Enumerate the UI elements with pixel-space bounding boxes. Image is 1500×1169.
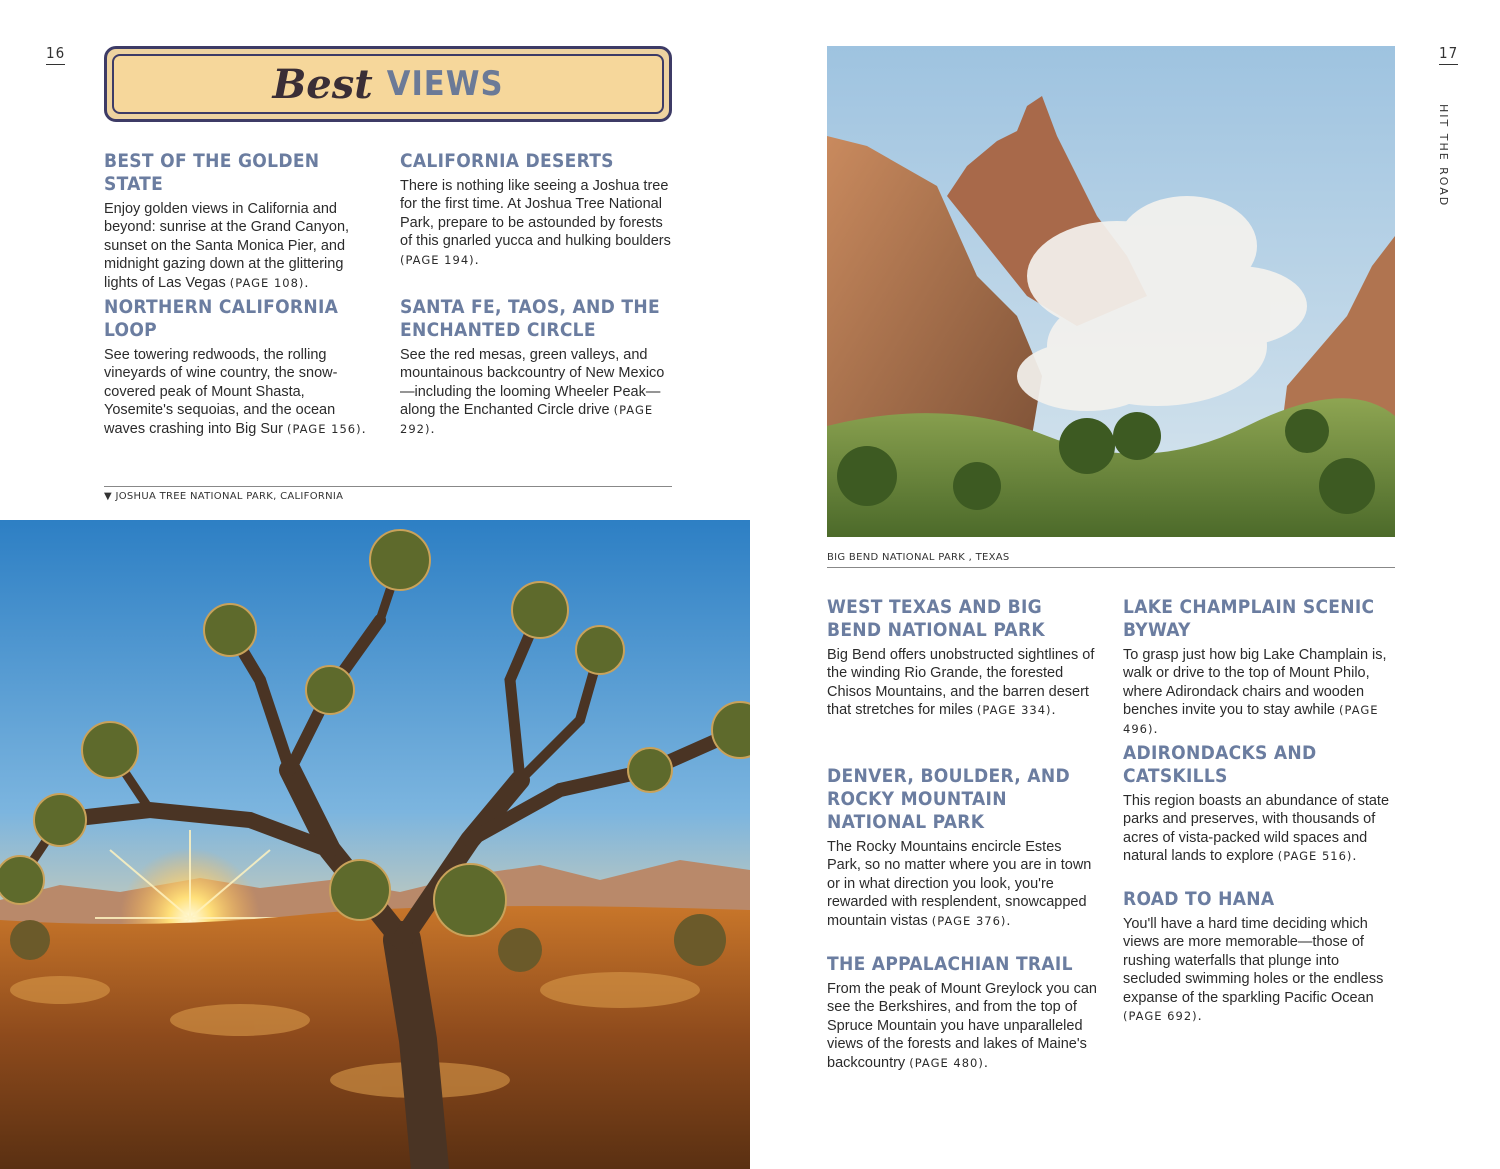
entry-body: See towering redwoods, the rolling vineyards of wine country, the snow-covered peak of Mount Shasta, Yosemite's sequoias, and the ocean waves crashing into Big Sur (PAGE 156). <box>104 347 366 437</box>
page-reference: (PAGE 194) <box>400 252 475 267</box>
entry-title: NORTHERN CALIFORNIA LOOP <box>104 296 339 341</box>
entry-body: There is nothing like seeing a Joshua tree for the first time. At Joshua Tree National Park, prepare to be astounded by forests of this gnarled yucca and hulking boulders (PAGE 194). <box>400 178 671 268</box>
page-reference: (PAGE 480) <box>909 1055 984 1070</box>
entry-title: THE APPALACHIAN TRAIL <box>827 953 1073 975</box>
section-side-label: HIT THE ROAD <box>1437 104 1450 208</box>
photo-caption-big-bend: BIG BEND NATIONAL PARK , TEXAS <box>827 552 1010 563</box>
entry-title: BEST OF THE GOLDEN STATE <box>104 150 320 195</box>
entry-body: To grasp just how big Lake Champlain is, walk or drive to the top of Mount Philo, where Adirondack chairs and wooden benches invite you to stay awhile (PAGE 496). <box>1123 647 1387 737</box>
page-reference: (PAGE 376) <box>931 913 1007 928</box>
caption-rule-left <box>104 486 672 487</box>
banner-caps-word: VIEWS <box>386 64 504 104</box>
entry-adirondacks <box>1123 742 1395 866</box>
big-bend-illustration <box>827 46 1395 537</box>
page-number-left: 16 <box>46 44 65 65</box>
entry-west-texas <box>827 596 1099 720</box>
joshua-tree-photo <box>0 520 750 1169</box>
entry-title: ROAD TO HANA <box>1123 888 1275 910</box>
entry-body: From the peak of Mount Greylock you can see the Berkshires, and from the top of Spruce Mountain you have unparalleled views of the forests and lakes of Maine's backcountry (PAGE 480). <box>827 981 1097 1071</box>
page-reference: (PAGE 516) <box>1277 849 1353 864</box>
entry-california-deserts <box>400 150 672 269</box>
page-number-right: 17 <box>1439 44 1458 65</box>
page-reference: (PAGE 156) <box>286 421 362 436</box>
entry-lake-champlain <box>1123 596 1395 738</box>
entry-santa-fe <box>400 296 672 438</box>
entry-denver-boulder <box>827 765 1099 930</box>
entry-northern-california <box>104 296 376 438</box>
page-reference: (PAGE 334) <box>976 703 1052 718</box>
banner-inner-frame <box>112 54 664 114</box>
entry-title: CALIFORNIA DESERTS <box>400 150 614 172</box>
page-reference: (PAGE 292) <box>400 403 654 436</box>
entry-body: The Rocky Mountains encircle Estes Park, so no matter where you are in town or in what direction you look, you're rewarded with resplendent, snowcapped mountain vistas (PAGE 376). <box>827 839 1092 929</box>
photo-caption-joshua-tree: ▼ JOSHUA TREE NATIONAL PARK, CALIFORNIA <box>104 491 344 502</box>
entry-body: This region boasts an abundance of state parks and preserves, with thousands of acres of vista-packed wild spaces and natural lands to explore (PAGE 516). <box>1123 793 1390 865</box>
page-reference: (PAGE 692) <box>1123 1009 1198 1024</box>
page-reference: (PAGE 496) <box>1123 703 1379 736</box>
best-views-banner <box>104 46 672 122</box>
entry-body: You'll have a hard time deciding which views are more memorable—those of rushing waterfalls that plunge into secluded swimming holes or the endless expanse of the sparkling Pacific Ocean (PAGE 692). <box>1123 916 1384 1025</box>
page-reference: (PAGE 108) <box>229 275 305 290</box>
banner-script-word: Best <box>272 60 373 108</box>
entry-appalachian-trail <box>827 953 1099 1072</box>
entry-title: SANTA FE, TAOS, AND THE ENCHANTED CIRCLE <box>400 296 660 341</box>
entry-title: LAKE CHAMPLAIN SCENIC BYWAY <box>1123 596 1375 641</box>
entry-title: DENVER, BOULDER, AND ROCKY MOUNTAIN NATIONAL PARK <box>827 765 1070 833</box>
entry-body: See the red mesas, green valleys, and mountainous backcountry of New Mexico—including the looming Wheeler Peak—along the Enchanted Circle drive (PAGE 292). <box>400 347 665 437</box>
entry-road-to-hana <box>1123 888 1395 1025</box>
big-bend-photo <box>827 46 1395 537</box>
joshua-tree-illustration <box>0 520 750 1169</box>
entry-body: Big Bend offers unobstructed sightlines of the winding Rio Grande, the forested Chisos Mountains, and the barren desert that stretches for miles (PAGE 334). <box>827 647 1095 719</box>
caption-rule-right <box>827 567 1395 568</box>
entry-body: Enjoy golden views in California and beyond: sunrise at the Grand Canyon, sunset on the Santa Monica Pier, and midnight gazing down at the glittering lights of Las Vegas (PAGE 108). <box>104 201 350 291</box>
entry-title: ADIRONDACKS AND CATSKILLS <box>1123 742 1317 787</box>
entry-title: WEST TEXAS AND BIG BEND NATIONAL PARK <box>827 596 1045 641</box>
entry-golden-state <box>104 150 376 292</box>
